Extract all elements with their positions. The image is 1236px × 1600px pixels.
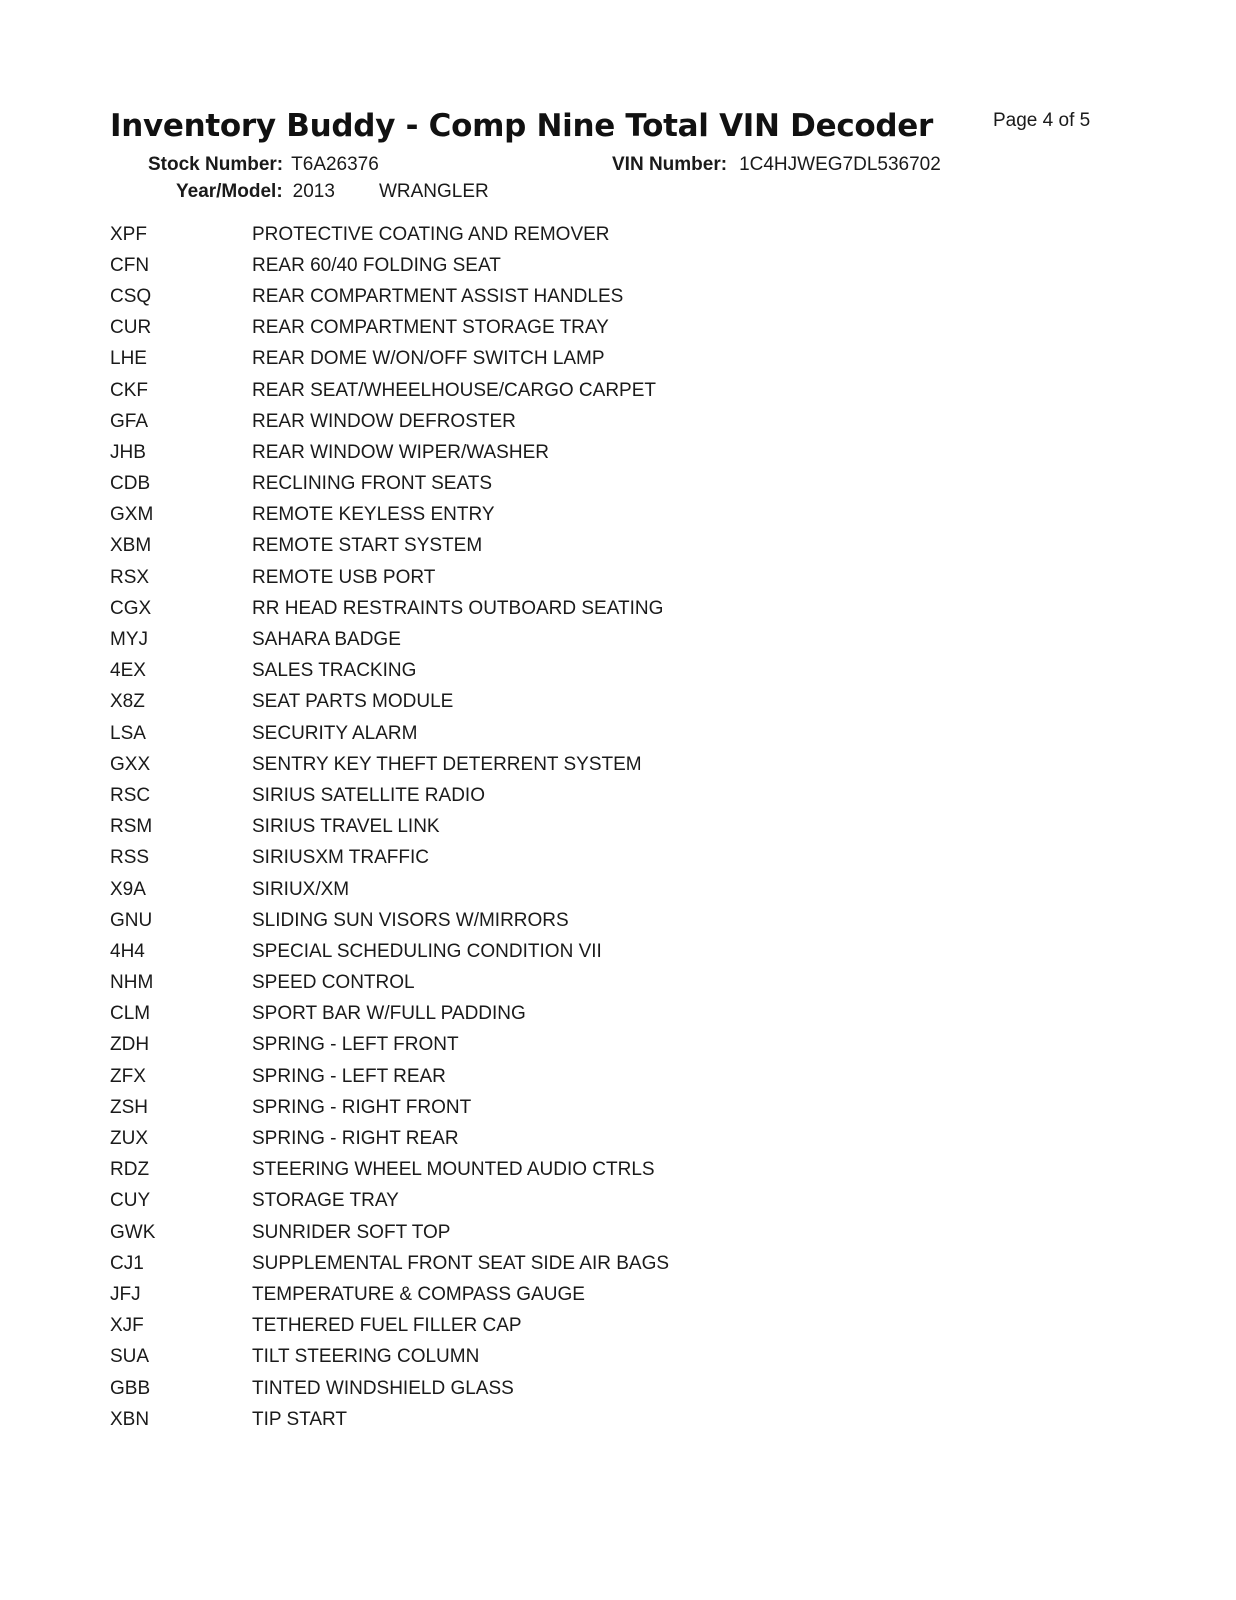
option-row: [110, 593, 910, 624]
option-row: [110, 375, 910, 406]
option-row: [110, 780, 910, 811]
option-code: GWK: [110, 1221, 156, 1243]
option-code: GXM: [110, 504, 154, 526]
option-row: [110, 718, 910, 749]
option-code: CFN: [110, 254, 150, 276]
page-title: Inventory Buddy - Comp Nine Total VIN Decoder: [110, 108, 934, 144]
option-row: [110, 500, 910, 531]
option-code: SUA: [110, 1346, 150, 1368]
option-row: [110, 656, 910, 687]
option-row: [110, 749, 910, 780]
option-row: [110, 1404, 910, 1435]
option-row: [110, 624, 910, 655]
option-description: TILT STEERING COLUMN: [252, 1346, 480, 1368]
option-row: [110, 1373, 910, 1404]
option-description: SLIDING SUN VISORS W/MIRRORS: [252, 909, 569, 931]
option-code: 4EX: [110, 660, 146, 682]
option-row: [110, 562, 910, 593]
option-description: REAR 60/40 FOLDING SEAT: [252, 254, 501, 276]
option-row: [110, 1030, 910, 1061]
option-description: TETHERED FUEL FILLER CAP: [252, 1315, 522, 1337]
option-code: CDB: [110, 473, 151, 495]
option-row: [110, 1092, 910, 1123]
option-description: TIP START: [252, 1408, 348, 1430]
option-description: SPEED CONTROL: [252, 972, 415, 994]
option-description: REAR WINDOW DEFROSTER: [252, 410, 516, 432]
option-code: XPF: [110, 223, 147, 245]
option-code: GFA: [110, 410, 149, 432]
option-code: RSM: [110, 816, 153, 838]
option-code: ZDH: [110, 1034, 150, 1056]
option-description: TEMPERATURE & COMPASS GAUGE: [252, 1283, 585, 1305]
option-row: [110, 219, 910, 250]
option-code: CKF: [110, 379, 148, 401]
option-code-list: [110, 219, 910, 1435]
option-code: GBB: [110, 1377, 151, 1399]
vin-number-value: 1C4HJWEG7DL536702: [739, 154, 941, 175]
option-code: X9A: [110, 878, 146, 900]
option-description: SPRING - LEFT FRONT: [252, 1034, 459, 1056]
option-description: REMOTE KEYLESS ENTRY: [252, 504, 495, 526]
option-code: CUY: [110, 1190, 151, 1212]
option-description: PROTECTIVE COATING AND REMOVER: [252, 223, 610, 245]
option-row: [110, 469, 910, 500]
option-row: [110, 1279, 910, 1310]
option-code: ZSH: [110, 1096, 148, 1118]
option-description: SALES TRACKING: [252, 660, 417, 682]
page-number: Page 4 of 5: [993, 110, 1091, 131]
option-code: ZUX: [110, 1128, 148, 1150]
option-row: [110, 843, 910, 874]
stock-number: [148, 154, 379, 176]
option-row: [110, 999, 910, 1030]
option-description: SPECIAL SCHEDULING CONDITION VII: [252, 940, 602, 962]
option-row: [110, 936, 910, 967]
option-description: RR HEAD RESTRAINTS OUTBOARD SEATING: [252, 597, 664, 619]
option-description: SIRIUSXM TRAFFIC: [252, 847, 429, 869]
option-row: [110, 406, 910, 437]
option-row: [110, 1311, 910, 1342]
option-code: CSQ: [110, 285, 152, 307]
year-value: 2013: [292, 181, 335, 202]
option-description: STEERING WHEEL MOUNTED AUDIO CTRLS: [252, 1159, 655, 1181]
vin-number: [612, 154, 941, 176]
option-code: CLM: [110, 1003, 151, 1025]
option-description: REAR COMPARTMENT STORAGE TRAY: [252, 317, 609, 339]
option-code: MYJ: [110, 629, 148, 651]
option-description: TINTED WINDSHIELD GLASS: [252, 1377, 514, 1399]
option-code: 4H4: [110, 940, 145, 962]
option-description: SIRIUS SATELLITE RADIO: [252, 784, 485, 806]
option-description: SUPPLEMENTAL FRONT SEAT SIDE AIR BAGS: [252, 1252, 670, 1274]
option-row: [110, 1342, 910, 1373]
option-row: [110, 1248, 910, 1279]
option-code: RDZ: [110, 1159, 150, 1181]
stock-number-label: Stock Number:: [148, 154, 284, 175]
option-description: REAR DOME W/ON/OFF SWITCH LAMP: [252, 348, 605, 370]
option-description: SPRING - LEFT REAR: [252, 1065, 446, 1087]
option-code: RSS: [110, 847, 150, 869]
option-description: SENTRY KEY THEFT DETERRENT SYSTEM: [252, 753, 642, 775]
option-row: [110, 812, 910, 843]
stock-number-value: T6A26376: [291, 154, 379, 175]
option-description: SPRING - RIGHT FRONT: [252, 1096, 472, 1118]
option-description: SPRING - RIGHT REAR: [252, 1128, 459, 1150]
option-description: REAR SEAT/WHEELHOUSE/CARGO CARPET: [252, 379, 656, 401]
option-code: GXX: [110, 753, 151, 775]
option-code: RSC: [110, 784, 151, 806]
option-code: XBN: [110, 1408, 150, 1430]
option-row: [110, 1155, 910, 1186]
option-row: [110, 968, 910, 999]
option-row: [110, 687, 910, 718]
year-model-label: Year/Model:: [176, 181, 283, 202]
option-description: SUNRIDER SOFT TOP: [252, 1221, 451, 1243]
option-description: STORAGE TRAY: [252, 1190, 399, 1212]
option-code: CUR: [110, 317, 152, 339]
option-row: [110, 1123, 910, 1154]
option-code: ZFX: [110, 1065, 146, 1087]
option-row: [110, 281, 910, 312]
option-description: REAR WINDOW WIPER/WASHER: [252, 441, 549, 463]
option-row: [110, 437, 910, 468]
option-row: [110, 1217, 910, 1248]
option-description: REMOTE START SYSTEM: [252, 535, 483, 557]
option-row: [110, 344, 910, 375]
option-code: LHE: [110, 348, 147, 370]
option-description: RECLINING FRONT SEATS: [252, 473, 492, 495]
option-description: SAHARA BADGE: [252, 629, 401, 651]
option-description: REMOTE USB PORT: [252, 566, 436, 588]
option-code: GNU: [110, 909, 153, 931]
option-code: JFJ: [110, 1283, 141, 1305]
option-code: RSX: [110, 566, 150, 588]
option-description: SECURITY ALARM: [252, 722, 418, 744]
option-code: JHB: [110, 441, 146, 463]
option-row: [110, 874, 910, 905]
option-code: CJ1: [110, 1252, 144, 1274]
option-description: SIRIUX/XM: [252, 878, 350, 900]
option-code: X8Z: [110, 691, 145, 713]
option-row: [110, 1186, 910, 1217]
option-code: NHM: [110, 972, 154, 994]
option-description: SEAT PARTS MODULE: [252, 691, 454, 713]
model-value: WRANGLER: [378, 181, 489, 202]
year-model: [176, 181, 489, 203]
vin-number-label: VIN Number:: [612, 154, 728, 175]
option-row: [110, 250, 910, 281]
option-row: [110, 531, 910, 562]
option-code: LSA: [110, 722, 146, 744]
option-code: XBM: [110, 535, 152, 557]
option-code: CGX: [110, 597, 152, 619]
option-code: XJF: [110, 1315, 144, 1337]
option-description: REAR COMPARTMENT ASSIST HANDLES: [252, 285, 624, 307]
option-row: [110, 905, 910, 936]
option-description: SIRIUS TRAVEL LINK: [252, 816, 440, 838]
option-description: SPORT BAR W/FULL PADDING: [252, 1003, 526, 1025]
option-row: [110, 313, 910, 344]
option-row: [110, 1061, 910, 1092]
